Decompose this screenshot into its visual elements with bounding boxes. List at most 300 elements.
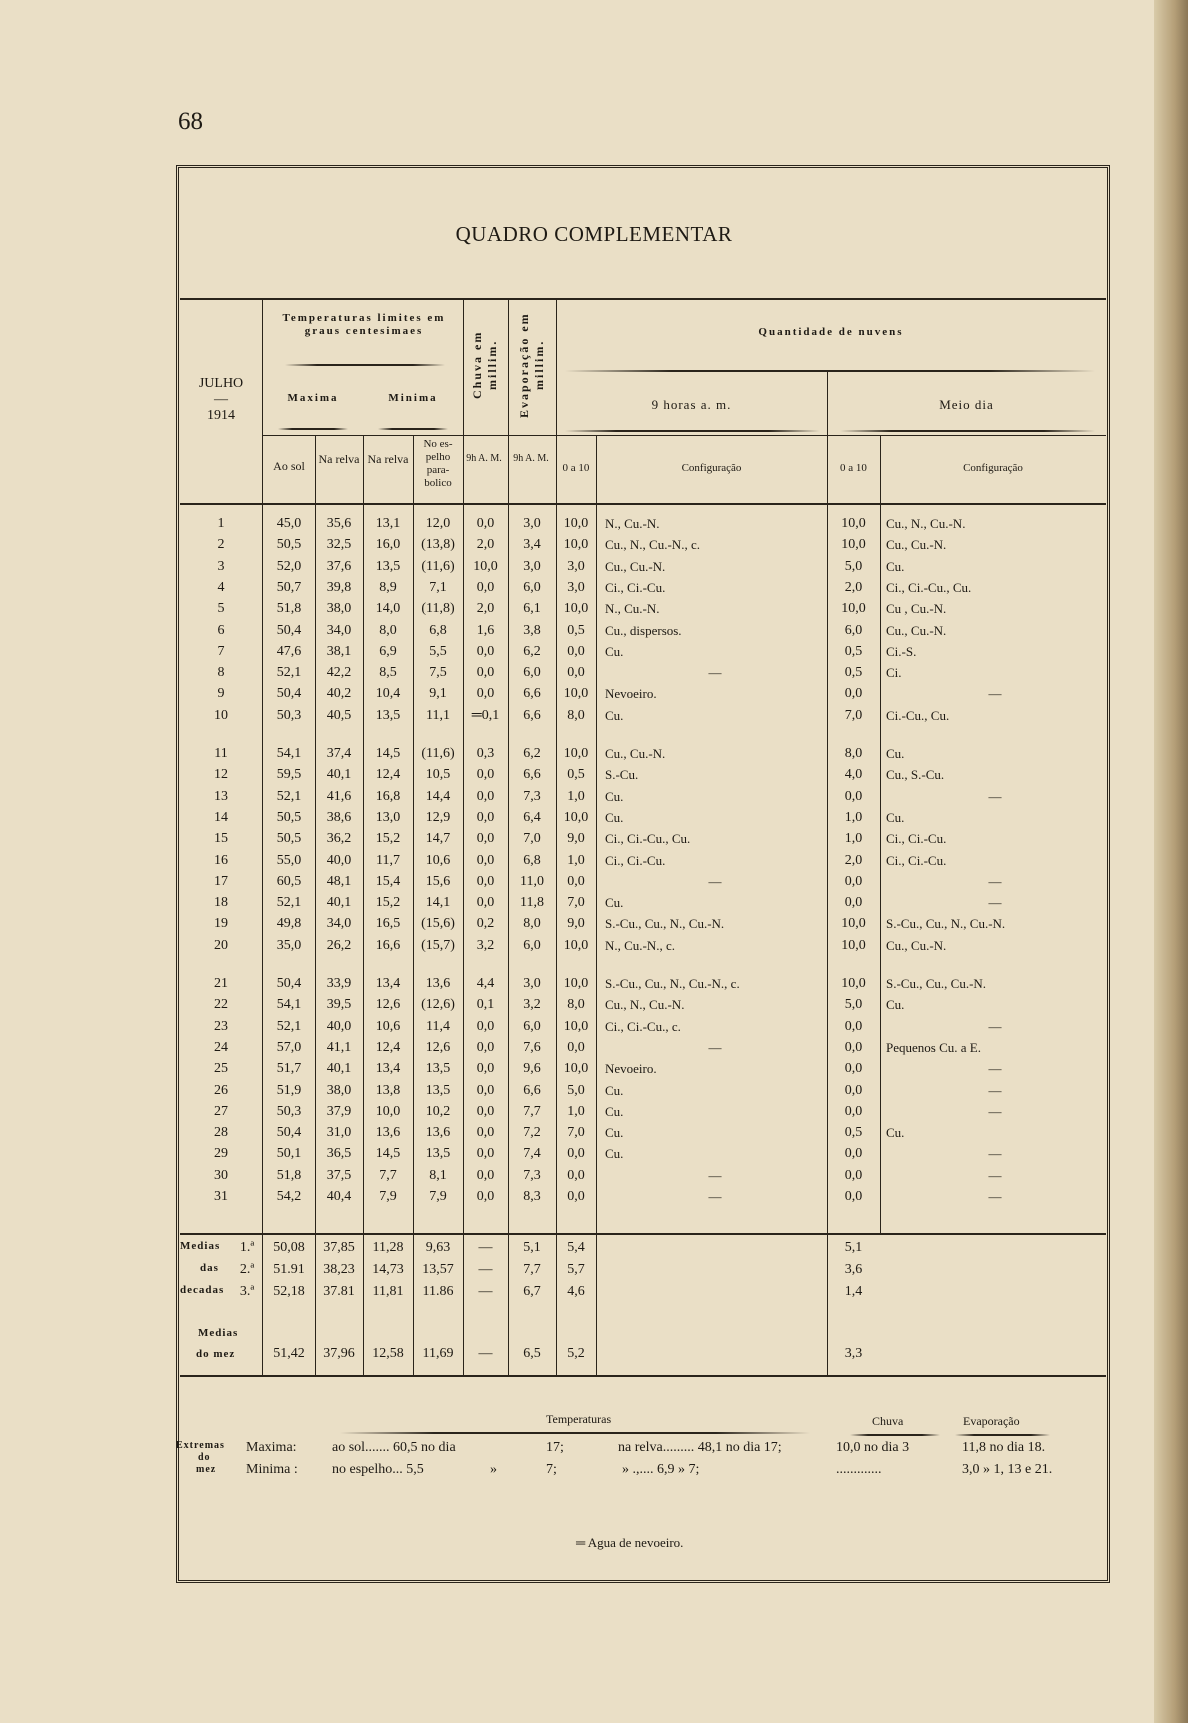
table-cell-espelho: 13,5 <box>425 1082 451 1098</box>
table-cell-cm: Cu. <box>886 997 905 1013</box>
table-cell-espelho: (11,8) <box>421 601 455 617</box>
table-cell-day: 17 <box>214 873 228 889</box>
brace <box>565 430 820 432</box>
brace <box>850 1434 940 1436</box>
table-cell-evap: 6,0 <box>523 937 541 953</box>
table-cell-chuva: 0,0 <box>476 686 495 702</box>
decada-cell-n9: 4,6 <box>567 1284 585 1299</box>
table-cell-espelho: 10,6 <box>425 852 451 868</box>
table-cell-n9: 9,0 <box>567 831 585 847</box>
header-config-md: Configuração <box>963 462 1023 474</box>
medias-label-2: das <box>200 1262 219 1274</box>
page-number: 68 <box>178 108 203 135</box>
header-meio-dia: Meio dia <box>939 397 994 412</box>
table-cell-relva-min: 16,8 <box>375 788 401 804</box>
table-cell-n9: 7,0 <box>567 895 585 911</box>
table-cell-n9: 0,0 <box>567 1146 585 1162</box>
table-cell-espelho: (13,8) <box>421 537 455 553</box>
table-cell-relva-min: 13,1 <box>375 516 401 531</box>
table-cell-cm: Ci. <box>886 665 902 681</box>
table-cell-sol: 60,5 <box>276 873 302 889</box>
table-cell-evap: 3,4 <box>523 537 541 553</box>
table-cell-relva-max: 42,2 <box>326 665 352 681</box>
table-cell-relva-max: 40,0 <box>326 1018 352 1034</box>
mez-label-2: do mez <box>196 1348 236 1360</box>
table-cell-espelho: 12,0 <box>425 516 451 531</box>
table-cell-espelho: 8,1 <box>429 1167 447 1183</box>
table-cell-day: 16 <box>214 852 228 868</box>
table-cell-relva-max: 41,6 <box>326 788 352 804</box>
table-cell-n9: 0,5 <box>567 622 585 638</box>
table-cell-espelho: (11,6) <box>421 558 455 574</box>
table-cell-chuva: 10,0 <box>473 558 498 574</box>
table-cell-c9: — <box>708 873 722 889</box>
table-cell-n9: 0,0 <box>567 1039 585 1055</box>
table-cell-c9: N., Cu.-N. <box>605 516 660 531</box>
table-cell-evap: 7,4 <box>523 1146 541 1162</box>
brace <box>378 428 448 430</box>
decada-cell-relva-min: 11,81 <box>372 1284 404 1299</box>
table-cell-cm: — <box>988 873 1002 889</box>
table-cell-nm: 10,0 <box>841 916 866 932</box>
table-cell-relva-max: 40,2 <box>326 686 352 702</box>
table-cell-evap: 3,8 <box>523 622 541 638</box>
table-cell-espelho: 15,6 <box>425 873 451 889</box>
decada-cell-chuva: — <box>478 1284 493 1299</box>
table-cell-day: 20 <box>214 937 228 953</box>
mez-n9: 5,2 <box>567 1346 585 1361</box>
table-cell-cm: Ci.-S. <box>886 643 917 659</box>
table-title: QUADRO COMPLEMENTAR <box>455 222 733 246</box>
table-cell-relva-min: 11,7 <box>376 852 400 868</box>
table-cell-c9: Cu., N., Cu.-N., c. <box>605 537 700 553</box>
table-cell-cm: — <box>988 1167 1002 1183</box>
table-cell-nm: 0,5 <box>844 665 863 681</box>
table-cell-relva-min: 10,6 <box>375 1018 401 1034</box>
header-config-9h: Configuração <box>681 462 742 474</box>
table-cell-relva-max: 40,1 <box>326 767 352 783</box>
table-cell-relva-max: 40,0 <box>326 852 352 868</box>
table-cell-evap: 8,3 <box>523 1189 541 1204</box>
table-cell-relva-min: 13,8 <box>375 1082 401 1098</box>
table-cell-relva-max: 34,0 <box>326 622 352 638</box>
table-cell-day: 9 <box>217 686 225 702</box>
min-chuva: ............. <box>836 1462 882 1477</box>
table-cell-n9: 10,0 <box>563 1018 589 1034</box>
table-cell-evap: 6,0 <box>523 579 541 595</box>
table-cell-evap: 3,0 <box>523 516 541 531</box>
table-cell-espelho: (15,6) <box>421 916 455 932</box>
table-cell-c9: Ci., Ci.-Cu. <box>605 852 666 868</box>
header-no-espelho: No es- pelho para- bolico <box>423 438 453 489</box>
table-cell-relva-min: 13,4 <box>375 1061 401 1077</box>
table-cell-c9: Cu. <box>605 895 624 911</box>
brace <box>285 364 445 366</box>
table-cell-espelho: 7,1 <box>429 579 447 595</box>
table-cell-espelho: 11,1 <box>426 707 450 723</box>
table-cell-day: 18 <box>214 895 228 911</box>
table-cell-nm: 0,0 <box>844 1039 863 1055</box>
decada-cell-relva-min: 14,73 <box>372 1262 404 1277</box>
table-cell-cm: — <box>988 1061 1002 1077</box>
table-cell-cm: Pequenos Cu. a E. <box>886 1039 981 1055</box>
table-cell-evap: 6,1 <box>523 601 541 617</box>
table-cell-c9: Cu. <box>605 1146 624 1162</box>
table-cell-nm: 10,0 <box>841 937 866 953</box>
table-cell-chuva: 0,0 <box>476 852 495 868</box>
table-cell-c9: Cu., Cu.-N. <box>605 746 666 761</box>
table-cell-sol: 52,1 <box>276 788 302 804</box>
table-cell-chuva: 4,4 <box>476 976 495 991</box>
table-cell-day: 7 <box>217 643 225 659</box>
table-cell-day: 23 <box>214 1018 228 1034</box>
table-cell-evap: 7,7 <box>523 1103 541 1119</box>
table-cell-sol: 49,8 <box>276 916 302 932</box>
table-cell-espelho: 13,6 <box>425 1125 451 1141</box>
table-cell-day: 21 <box>214 976 228 991</box>
table-cell-cm: Cu. <box>886 558 905 574</box>
table-cell-relva-min: 15,2 <box>375 831 401 847</box>
table-cell-nm: 0,0 <box>844 873 863 889</box>
table-cell-nm: 10,0 <box>841 601 866 617</box>
table-cell-chuva: ═0,1 <box>471 707 500 723</box>
table-cell-evap: 6,0 <box>523 1018 541 1034</box>
table-cell-nm: 5,0 <box>844 997 863 1013</box>
decada-cell-espelho: 11.86 <box>422 1284 454 1299</box>
decada-cell-relva-min: 11,28 <box>372 1240 404 1255</box>
table-cell-sol: 52,1 <box>276 1018 302 1034</box>
table-cell-day: 6 <box>217 622 225 638</box>
table-cell-relva-max: 40,4 <box>326 1189 352 1204</box>
table-cell-evap: 6,4 <box>523 809 541 825</box>
table-cell-relva-min: 8,9 <box>379 579 397 595</box>
table-cell-nm: 0,5 <box>844 643 863 659</box>
table-cell-relva-max: 32,5 <box>326 537 352 553</box>
header-na-relva-max: Na relva <box>318 452 360 466</box>
table-cell-n9: 10,0 <box>563 809 589 825</box>
min-quote: » <box>490 1462 497 1477</box>
table-cell-espelho: (11,6) <box>421 746 455 761</box>
table-cell-cm: Cu., S.-Cu. <box>886 767 945 783</box>
table-cell-evap: 3,0 <box>523 558 541 574</box>
table-cell-c9: Cu. <box>605 707 624 723</box>
table-cell-evap: 9,6 <box>523 1061 541 1077</box>
table-cell-relva-min: 14,5 <box>375 746 401 761</box>
table-cell-relva-min: 12,4 <box>375 1039 401 1055</box>
table-cell-sol: 54,2 <box>276 1189 302 1204</box>
table-cell-espelho: 5,5 <box>429 643 447 659</box>
table-cell-sol: 50,4 <box>276 622 302 638</box>
header-top-rule <box>180 298 1106 300</box>
header-9-horas: 9 horas a. m. <box>651 397 732 412</box>
table-cell-relva-max: 38,0 <box>326 601 352 617</box>
decada-cell-nm: 1,4 <box>844 1284 863 1299</box>
table-cell-c9: Cu. <box>605 1082 624 1098</box>
table-cell-c9: Cu., Cu.-N. <box>605 558 666 574</box>
table-cell-relva-min: 8,0 <box>379 622 397 638</box>
mez-evap: 6,5 <box>523 1346 541 1361</box>
decada-cell-idx: 1.ª <box>239 1240 255 1255</box>
table-cell-chuva: 0,0 <box>476 1189 495 1204</box>
table-cell-sol: 50,4 <box>276 976 302 991</box>
header-0a10-9h: 0 a 10 <box>562 462 590 474</box>
table-cell-espelho: 14,7 <box>425 831 451 847</box>
table-cell-espelho: 6,8 <box>429 622 447 638</box>
table-cell-nm: 4,0 <box>844 767 863 783</box>
table-cell-nm: 8,0 <box>844 746 863 761</box>
table-cell-nm: 0,0 <box>844 1082 863 1098</box>
footnote: ═ Agua de nevoeiro. <box>576 1535 684 1550</box>
table-cell-chuva: 0,0 <box>476 1167 495 1183</box>
table-cell-cm: Cu., Cu.-N. <box>886 537 947 553</box>
decada-cell-chuva: — <box>478 1262 493 1277</box>
max-relva: na relva......... 48,1 no dia 17; <box>618 1440 782 1455</box>
table-cell-nm: 0,0 <box>844 1103 863 1119</box>
table-cell-relva-max: 37,4 <box>326 746 352 761</box>
table-cell-sol: 52,1 <box>276 665 302 681</box>
table-cell-nm: 0,0 <box>844 788 863 804</box>
table-cell-sol: 50,3 <box>276 707 302 723</box>
table-cell-c9: — <box>708 1039 722 1055</box>
table-cell-relva-max: 38,1 <box>326 643 352 659</box>
decada-cell-chuva: — <box>478 1240 493 1255</box>
table-cell-chuva: 0,0 <box>476 788 495 804</box>
table-cell-day: 25 <box>214 1061 228 1077</box>
table-cell-espelho: 11,4 <box>426 1018 450 1034</box>
table-cell-nm: 0,0 <box>844 1146 863 1162</box>
table-cell-nm: 2,0 <box>844 579 863 595</box>
table-cell-day: 14 <box>214 809 228 825</box>
table-cell-espelho: 10,2 <box>425 1103 451 1119</box>
subhdr-rule <box>556 435 1106 436</box>
extremas-label-3: mez <box>196 1464 217 1475</box>
table-cell-c9: Ci., Ci.-Cu., Cu. <box>605 831 691 847</box>
min-relva: » .,.... 6,9 » 7; <box>622 1462 700 1477</box>
table-cell-evap: 7,6 <box>523 1039 541 1055</box>
table-cell-relva-max: 37,5 <box>326 1167 352 1183</box>
table-cell-sol: 45,0 <box>276 516 302 531</box>
table-cell-relva-min: 13,4 <box>375 976 401 991</box>
table-cell-relva-min: 7,9 <box>379 1189 397 1204</box>
table-cell-n9: 1,0 <box>567 788 585 804</box>
table-cell-evap: 6,8 <box>523 852 541 868</box>
table-cell-n9: 10,0 <box>563 746 589 761</box>
table-cell-sol: 47,6 <box>276 643 302 659</box>
table-cell-evap: 6,6 <box>523 686 541 702</box>
table-cell-c9: Cu., dispersos. <box>605 622 682 638</box>
table-cell-nm: 0,0 <box>844 686 863 702</box>
table-cell-c9: Nevoeiro. <box>605 1061 657 1077</box>
header-temperaturas: Temperaturas limites em graus centesimaes <box>282 312 446 337</box>
table-cell-chuva: 0,0 <box>476 1103 495 1119</box>
table-cell-relva-max: 31,0 <box>326 1125 352 1141</box>
table-cell-relva-max: 37,6 <box>326 558 352 574</box>
table-cell-nm: 0,5 <box>844 1125 863 1141</box>
table-cell-chuva: 0,0 <box>476 643 495 659</box>
table-cell-sol: 54,1 <box>276 997 302 1013</box>
table-cell-espelho: 14,4 <box>425 788 451 804</box>
table-cell-sol: 51,8 <box>276 601 302 617</box>
mez-espelho: 11,69 <box>422 1346 454 1361</box>
subhdr-rule <box>463 435 556 436</box>
table-cell-day: 29 <box>214 1146 228 1162</box>
table-cell-chuva: 2,0 <box>476 601 495 617</box>
table-cell-c9: N., Cu.-N., c. <box>605 937 676 953</box>
table-cell-relva-min: 15,4 <box>375 873 401 889</box>
table-cell-espelho: 12,6 <box>425 1039 451 1055</box>
brace <box>565 370 1095 372</box>
table-cell-relva-max: 38,6 <box>326 809 352 825</box>
table-cell-relva-max: 40,5 <box>326 707 352 723</box>
table-cell-chuva: 0,3 <box>476 746 495 761</box>
table-cell-n9: 8,0 <box>567 707 585 723</box>
table-cell-nm: 0,0 <box>844 1018 863 1034</box>
table-cell-c9: S.-Cu., Cu., N., Cu.-N., c. <box>605 976 740 991</box>
table-cell-evap: 3,0 <box>523 976 541 991</box>
table-cell-day: 27 <box>214 1103 228 1119</box>
table-cell-n9: 10,0 <box>563 601 589 617</box>
table-cell-relva-min: 8,5 <box>379 665 397 681</box>
table-cell-chuva: 0,0 <box>476 767 495 783</box>
table-cell-chuva: 3,2 <box>476 937 495 953</box>
table-cell-cm: Cu., Cu.-N. <box>886 622 947 638</box>
table-cell-day: 10 <box>214 707 228 723</box>
table-cell-chuva: 0,0 <box>476 1061 495 1077</box>
table-cell-cm: Ci., Ci.-Cu., Cu. <box>886 579 972 595</box>
table-cell-sol: 50,5 <box>276 537 302 553</box>
medias-label-1: Medias <box>180 1240 221 1252</box>
header-month-year: JULHO — 1914 <box>198 376 244 423</box>
table-cell-nm: 10,0 <box>841 516 866 531</box>
table-cell-c9: S.-Cu., Cu., N., Cu.-N. <box>605 916 725 932</box>
decada-cell-espelho: 9,63 <box>425 1240 451 1255</box>
table-cell-day: 26 <box>214 1082 228 1098</box>
header-evap-time: 9h A. M. <box>513 453 549 464</box>
table-cell-sol: 51,7 <box>276 1061 302 1077</box>
decada-cell-idx: 3.ª <box>239 1284 255 1299</box>
table-cell-espelho: (15,7) <box>421 937 455 953</box>
table-cell-relva-min: 12,4 <box>375 767 401 783</box>
extremas-temperaturas-hdr: Temperaturas <box>546 1412 612 1426</box>
brace <box>955 1434 1050 1436</box>
table-cell-nm: 6,0 <box>844 622 863 638</box>
table-cell-cm: S.-Cu., Cu., Cu.-N. <box>886 976 987 991</box>
decada-cell-nm: 5,1 <box>844 1240 863 1255</box>
table-cell-n9: 8,0 <box>567 997 585 1013</box>
table-cell-chuva: 0,2 <box>476 916 495 932</box>
table-cell-cm: Cu. <box>886 746 905 761</box>
table-cell-day: 24 <box>214 1039 228 1055</box>
table-cell-day: 3 <box>217 558 225 574</box>
table-cell-day: 4 <box>217 579 225 595</box>
table-cell-nm: 0,0 <box>844 1167 863 1183</box>
table-cell-c9: — <box>708 1189 722 1204</box>
extremas-top-rule <box>180 1375 1106 1377</box>
table-cell-n9: 0,0 <box>567 873 585 889</box>
table-cell-relva-min: 13,6 <box>375 1125 401 1141</box>
table-cell-evap: 7,0 <box>523 831 541 847</box>
table-cell-sol: 59,5 <box>276 767 302 783</box>
table-cell-chuva: 0,0 <box>476 1018 495 1034</box>
table-cell-chuva: 0,0 <box>476 831 495 847</box>
table-cell-cm: — <box>988 1082 1002 1098</box>
table-cell-nm: 5,0 <box>844 558 863 574</box>
table-cell-espelho: 10,5 <box>425 767 451 783</box>
max-evap: 11,8 no dia 18. <box>962 1440 1046 1455</box>
table-cell-evap: 6,0 <box>523 665 541 681</box>
table-cell-relva-min: 13,0 <box>375 809 401 825</box>
medias-label-3: decadas <box>180 1284 225 1296</box>
table-cell-sol: 51,9 <box>276 1082 302 1098</box>
col-sep <box>880 435 881 1235</box>
table-cell-c9: S.-Cu. <box>605 767 639 783</box>
decada-cell-espelho: 13,57 <box>422 1262 454 1277</box>
table-cell-chuva: 2,0 <box>476 537 495 553</box>
table-cell-sol: 35,0 <box>276 937 302 953</box>
max-sol: ao sol....... 60,5 no dia <box>332 1440 456 1455</box>
table-cell-chuva: 0,0 <box>476 579 495 595</box>
table-cell-relva-max: 39,5 <box>326 997 352 1013</box>
table-cell-c9: Cu., N., Cu.-N. <box>605 997 685 1013</box>
table-cell-relva-max: 26,2 <box>326 937 352 953</box>
table-cell-relva-min: 14,0 <box>375 601 401 617</box>
header-chuva: Chuva em millim. <box>470 330 499 400</box>
table-cell-c9: Ci., Ci.-Cu. <box>605 579 666 595</box>
extremas-evap-hdr: Evaporação <box>963 1414 1020 1428</box>
table-cell-relva-min: 15,2 <box>375 895 401 911</box>
mez-relva-max: 37,96 <box>323 1346 355 1361</box>
table-cell-c9: Cu. <box>605 1125 624 1141</box>
min-espelho-day: 7; <box>546 1462 557 1477</box>
table-cell-evap: 11,0 <box>520 873 544 889</box>
table-cell-relva-max: 33,9 <box>326 976 352 991</box>
table-cell-cm: — <box>988 1103 1002 1119</box>
table-cell-relva-max: 41,1 <box>326 1039 352 1055</box>
extremas-label-2: do <box>198 1452 211 1463</box>
table-cell-nm: 0,0 <box>844 1061 863 1077</box>
table-cell-evap: 3,2 <box>523 997 541 1013</box>
table-cell-espelho: 7,5 <box>429 665 447 681</box>
min-espelho: no espelho... 5,5 <box>332 1462 424 1477</box>
decada-cell-sol: 52,18 <box>273 1284 305 1299</box>
decada-cell-relva-max: 38,23 <box>323 1262 355 1277</box>
table-cell-evap: 8,0 <box>523 916 541 932</box>
subhdr-rule <box>263 435 463 436</box>
header-bottom-rule <box>180 503 1106 505</box>
table-cell-espelho: 13,6 <box>425 976 451 991</box>
table-cell-cm: — <box>988 788 1002 804</box>
page-edge <box>1154 0 1188 1723</box>
table-cell-c9: Cu. <box>605 809 624 825</box>
table-cell-n9: 0,0 <box>567 643 585 659</box>
table-cell-relva-min: 16,6 <box>375 937 401 953</box>
table-cell-nm: 0,0 <box>844 895 863 911</box>
table-cell-chuva: 0,0 <box>476 665 495 681</box>
table-cell-c9: Cu. <box>605 788 624 804</box>
table-cell-n9: 3,0 <box>567 579 585 595</box>
decada-cell-evap: 5,1 <box>523 1240 541 1255</box>
table-cell-chuva: 0,0 <box>476 1125 495 1141</box>
table-cell-day: 30 <box>214 1167 228 1183</box>
table-cell-sol: 51,8 <box>276 1167 302 1183</box>
table-cell-nm: 2,0 <box>844 852 863 868</box>
extremas-label-1: Extremas <box>176 1440 225 1451</box>
table-cell-day: 8 <box>217 665 225 681</box>
table-cell-sol: 50,5 <box>276 809 302 825</box>
table-cell-relva-min: 6,9 <box>379 643 397 659</box>
decada-cell-evap: 7,7 <box>523 1262 541 1277</box>
table-cell-chuva: 0,0 <box>476 1082 495 1098</box>
